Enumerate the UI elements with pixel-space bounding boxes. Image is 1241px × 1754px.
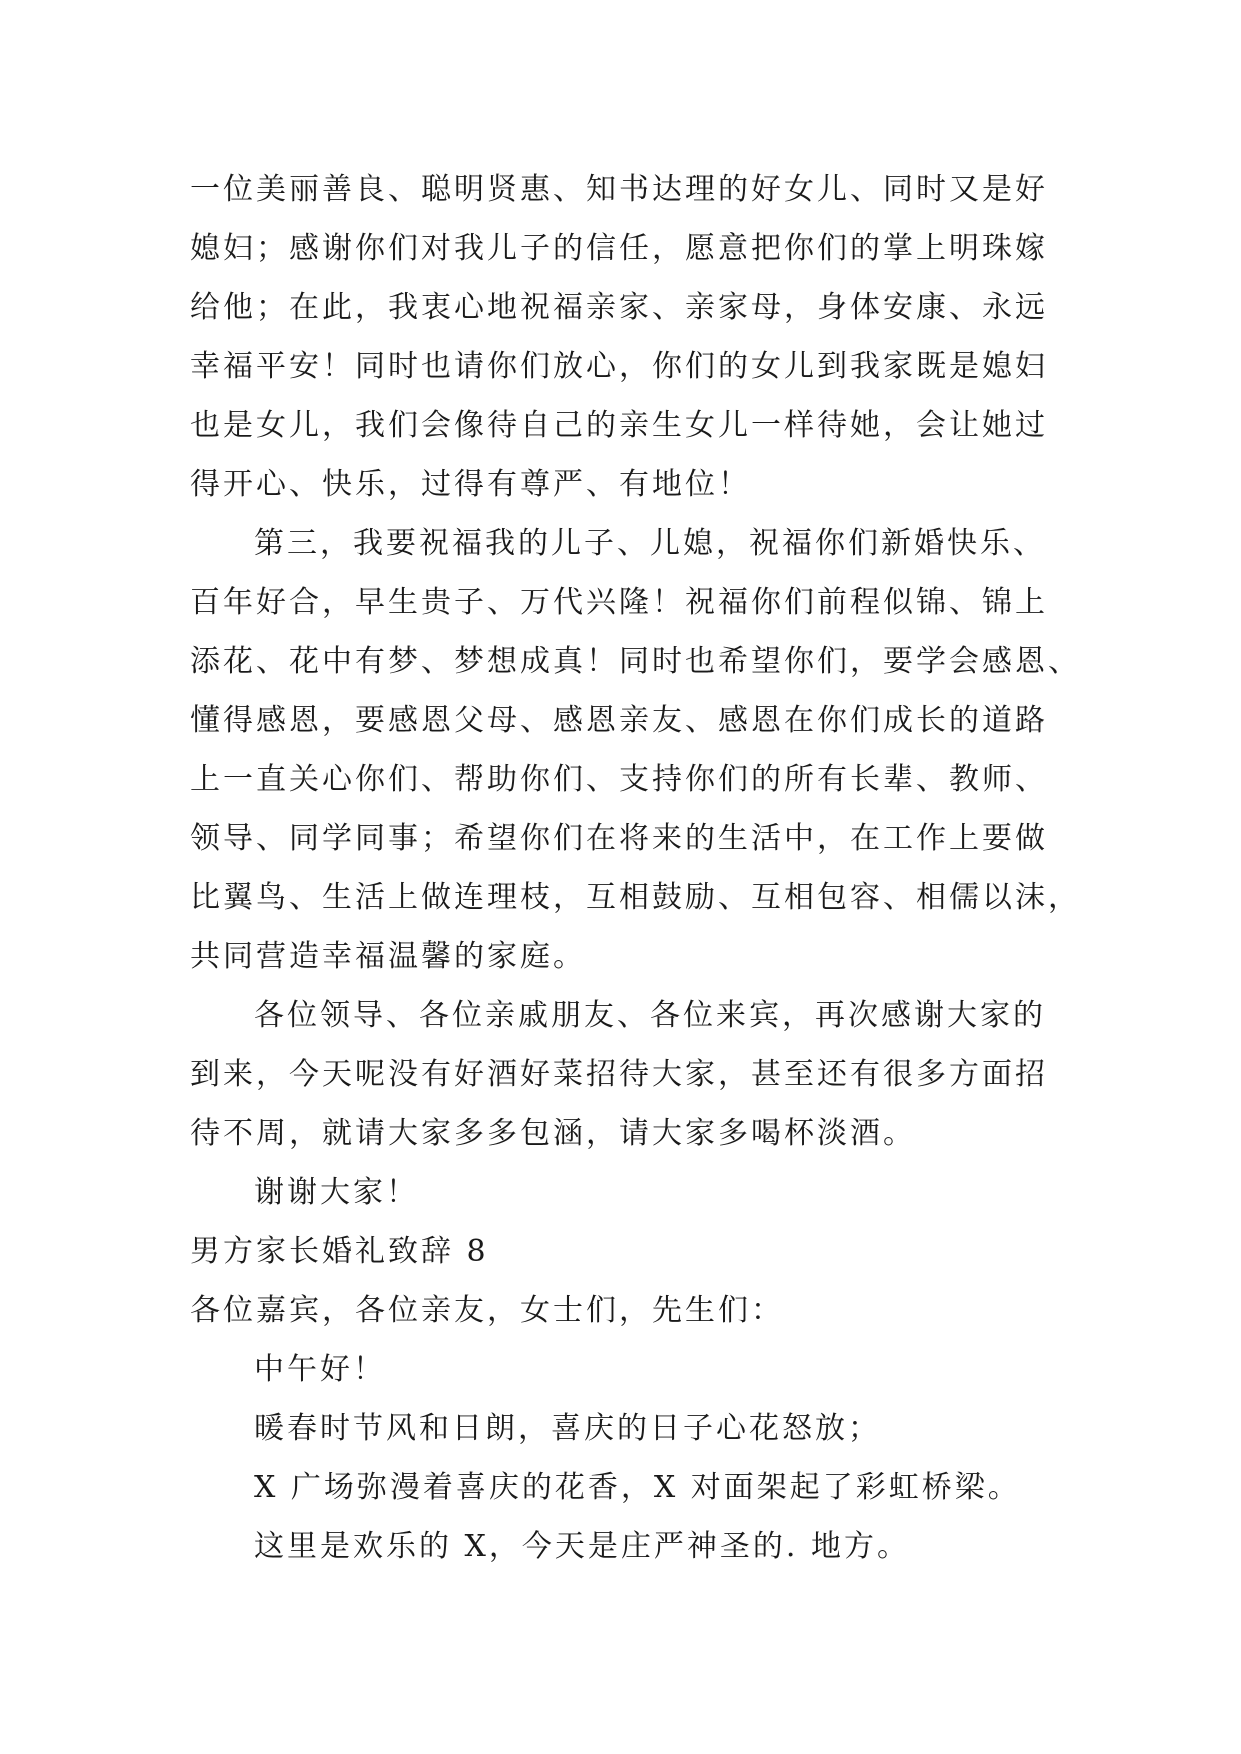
- text-line: 给他；在此，我衷心地祝福亲家、亲家母，身体安康、永远: [190, 290, 1048, 325]
- document-body: [190, 160, 1081, 1576]
- text-line: 懂得感恩，要感恩父母、感恩亲友、感恩在你们成长的道路: [190, 703, 1048, 738]
- paragraph-blessing-couple: [190, 514, 1081, 986]
- text-line: 一位美丽善良、聪明贤惠、知书达理的好女儿、同时又是好: [190, 172, 1048, 207]
- text-line: 谢谢大家！: [254, 1175, 419, 1210]
- paragraph-closing: [190, 1163, 1070, 1222]
- text-line: 第三，我要祝福我的儿子、儿媳，祝福你们新婚快乐、: [254, 526, 1046, 561]
- text-line: 添花、花中有梦、梦想成真！同时也希望你们，要学会感恩、: [190, 644, 1081, 679]
- text-line: 上一直关心你们、帮助你们、支持你们的所有长辈、教师、: [190, 762, 1048, 797]
- text-line: 也是女儿，我们会像待自己的亲生女儿一样待她，会让她过: [190, 408, 1048, 443]
- text-line: 媳妇；感谢你们对我儿子的信任，愿意把你们的掌上明珠嫁: [190, 231, 1048, 266]
- text-line: 到来，今天呢没有好酒好菜招待大家，甚至还有很多方面招: [190, 1057, 1048, 1092]
- text-line: 得开心、快乐，过得有尊严、有地位！: [190, 467, 751, 502]
- text-line: 各位领导、各位亲戚朋友、各位来宾，再次感谢大家的: [254, 998, 1046, 1033]
- text-line: 百年好合，早生贵子、万代兴隆！祝福你们前程似锦、锦上: [190, 585, 1048, 620]
- greeting: 中午好！: [254, 1352, 386, 1387]
- paragraph-blessing-in-laws: [190, 160, 1070, 514]
- verse-line: X 广场弥漫着喜庆的花香，X 对面架起了彩虹桥梁。: [254, 1470, 1021, 1505]
- verse-line: 暖春时节风和日朗，喜庆的日子心花怒放；: [254, 1411, 881, 1446]
- text-line: 共同营造幸福温馨的家庭。: [190, 939, 586, 974]
- salutation: 各位嘉宾，各位亲友，女士们，先生们：: [190, 1293, 784, 1328]
- verse-line: 这里是欢乐的 X，今天是庄严神圣的. 地方。: [254, 1529, 910, 1564]
- section-heading: 男方家长婚礼致辞 8: [190, 1234, 489, 1269]
- text-line: 领导、同学同事；希望你们在将来的生活中，在工作上要做: [190, 821, 1048, 856]
- text-line: 待不周，就请大家多多包涵，请大家多喝杯淡酒。: [190, 1116, 916, 1151]
- paragraph-thanks-guests: [190, 986, 1070, 1163]
- text-line: 幸福平安！同时也请你们放心，你们的女儿到我家既是媳妇: [190, 349, 1048, 384]
- text-line: 比翼鸟、生活上做连理枝，互相鼓励、互相包容、相儒以沫，: [190, 880, 1081, 915]
